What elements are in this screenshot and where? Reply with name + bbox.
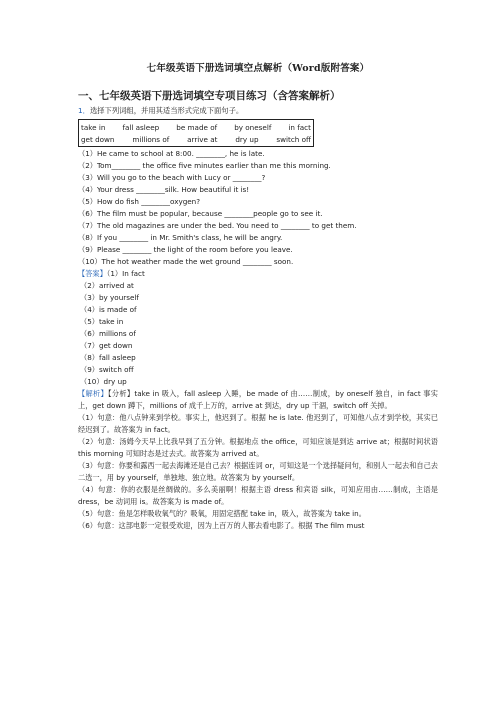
answer-item: （7）get down bbox=[80, 341, 133, 350]
word-option: be made of bbox=[176, 122, 218, 132]
word-option: fall asleep bbox=[122, 122, 160, 132]
question-line: （3）Will you go to the beach with Lucy or ________? bbox=[78, 173, 266, 182]
analysis-label: 【解析】 bbox=[78, 389, 109, 398]
word-box bbox=[78, 119, 314, 147]
answer-first-line bbox=[78, 268, 438, 280]
answer-item: （4）is made of bbox=[80, 305, 137, 314]
word-option: take in bbox=[81, 122, 106, 132]
question-line: （1）He came to school at 8:00. ________, he is late. bbox=[78, 149, 265, 158]
question-line: （6）The film must be popular, because ________people go to see it. bbox=[78, 209, 323, 218]
answer-item: （1）In fact bbox=[106, 269, 145, 278]
explanation-paragraph: （4）句意：你的衣服是丝绸做的。多么美丽啊！根据主语 dress 和宾语 silk，可知应用由……制成，主语是 dress，be 动词用 is。故答案为 is made of。 bbox=[78, 485, 438, 506]
answer-item: （2）arrived at bbox=[80, 281, 134, 290]
instruction bbox=[78, 106, 438, 116]
question-line: （7）The old magazines are under the bed. You need to ________ to get them. bbox=[78, 221, 357, 230]
word-option: in fact bbox=[288, 122, 311, 132]
explanation-paragraph: （1）句意：他八点钟来到学校。事实上，他迟到了。根据 he is late. 他迟到了，可知他八点才到学校，其实已经迟到了。故答案为 in fact。 bbox=[78, 413, 438, 434]
answer-item: （10）dry up bbox=[80, 377, 127, 386]
answer-item: （5）take in bbox=[80, 317, 124, 326]
question-line: （10）The hot weather made the wet ground ________ soon. bbox=[78, 257, 294, 266]
explanation-paragraph: （2）句意：汤姆今天早上比我早到了五分钟。根据地点 the office，可知应该是到达 arrive at；根据时间状语 this morning 可知时态是过去式。故答案为 arrived at。 bbox=[78, 437, 438, 458]
answer-item: （3）by yourself bbox=[80, 293, 139, 302]
question-line: （9）Please ________ the light of the room before you leave. bbox=[78, 245, 293, 254]
instruction-text: 选择下列词组，并用其适当形式完成下面句子。 bbox=[89, 106, 244, 115]
explanation-paragraph: （6）句意：这部电影一定很受欢迎，因为上百万的人都去看电影了。根据 The film must bbox=[78, 521, 365, 530]
question-line: （2）Tom________ the office five minutes earlier than me this morning. bbox=[78, 161, 331, 170]
analysis-text: 【分析】take in 吸入，fall asleep 入睡，be made of 由……制成，by oneself 独自，in fact 事实上，get down 蹲下，millions of 成千上万的，arrive at 到达，dry up 干涸，switch off 关掉。 bbox=[78, 389, 438, 410]
word-option: millions of bbox=[132, 134, 170, 144]
question-line: （8）If you ________ in Mr. Smith's class, he will be angry. bbox=[78, 233, 283, 242]
explanation-paragraph: （3）句意：你要和露西一起去海滩还是自己去？根据连词 or，可知这是一个选择疑问句，和别人一起去和自己去二选一，用 by yourself，单独地、独立地。故答案为 by yourself。 bbox=[78, 461, 438, 482]
question-line: （4）Your dress ________silk. How beautiful it is! bbox=[78, 185, 250, 194]
answer-label: 【答案】 bbox=[78, 269, 107, 278]
question-number: 1． bbox=[78, 106, 90, 115]
word-option: dry up bbox=[235, 134, 259, 144]
word-box-row bbox=[81, 121, 311, 133]
section-title: 一、七年级英语下册选词填空专项目练习（含答案解析） bbox=[78, 90, 341, 102]
question-line: （5）How do fish ________oxygen? bbox=[78, 197, 201, 206]
analysis-block bbox=[78, 388, 438, 412]
answer-item: （9）switch off bbox=[80, 365, 134, 374]
word-box-row bbox=[81, 133, 311, 145]
word-option: get down bbox=[81, 134, 115, 144]
answer-item: （6）millions of bbox=[80, 329, 136, 338]
word-option: arrive at bbox=[187, 134, 218, 144]
word-option: switch off bbox=[276, 134, 311, 144]
explanation-paragraph: （5）句意：鱼是怎样吸收氧气的？吸氧，用固定搭配 take in，吸入，故答案为 take in。 bbox=[78, 509, 366, 518]
document-title: 七年级英语下册选词填空点解析（Word版附答案） bbox=[146, 63, 370, 74]
word-option: by oneself bbox=[234, 122, 272, 132]
answer-item: （8）fall asleep bbox=[80, 353, 136, 362]
